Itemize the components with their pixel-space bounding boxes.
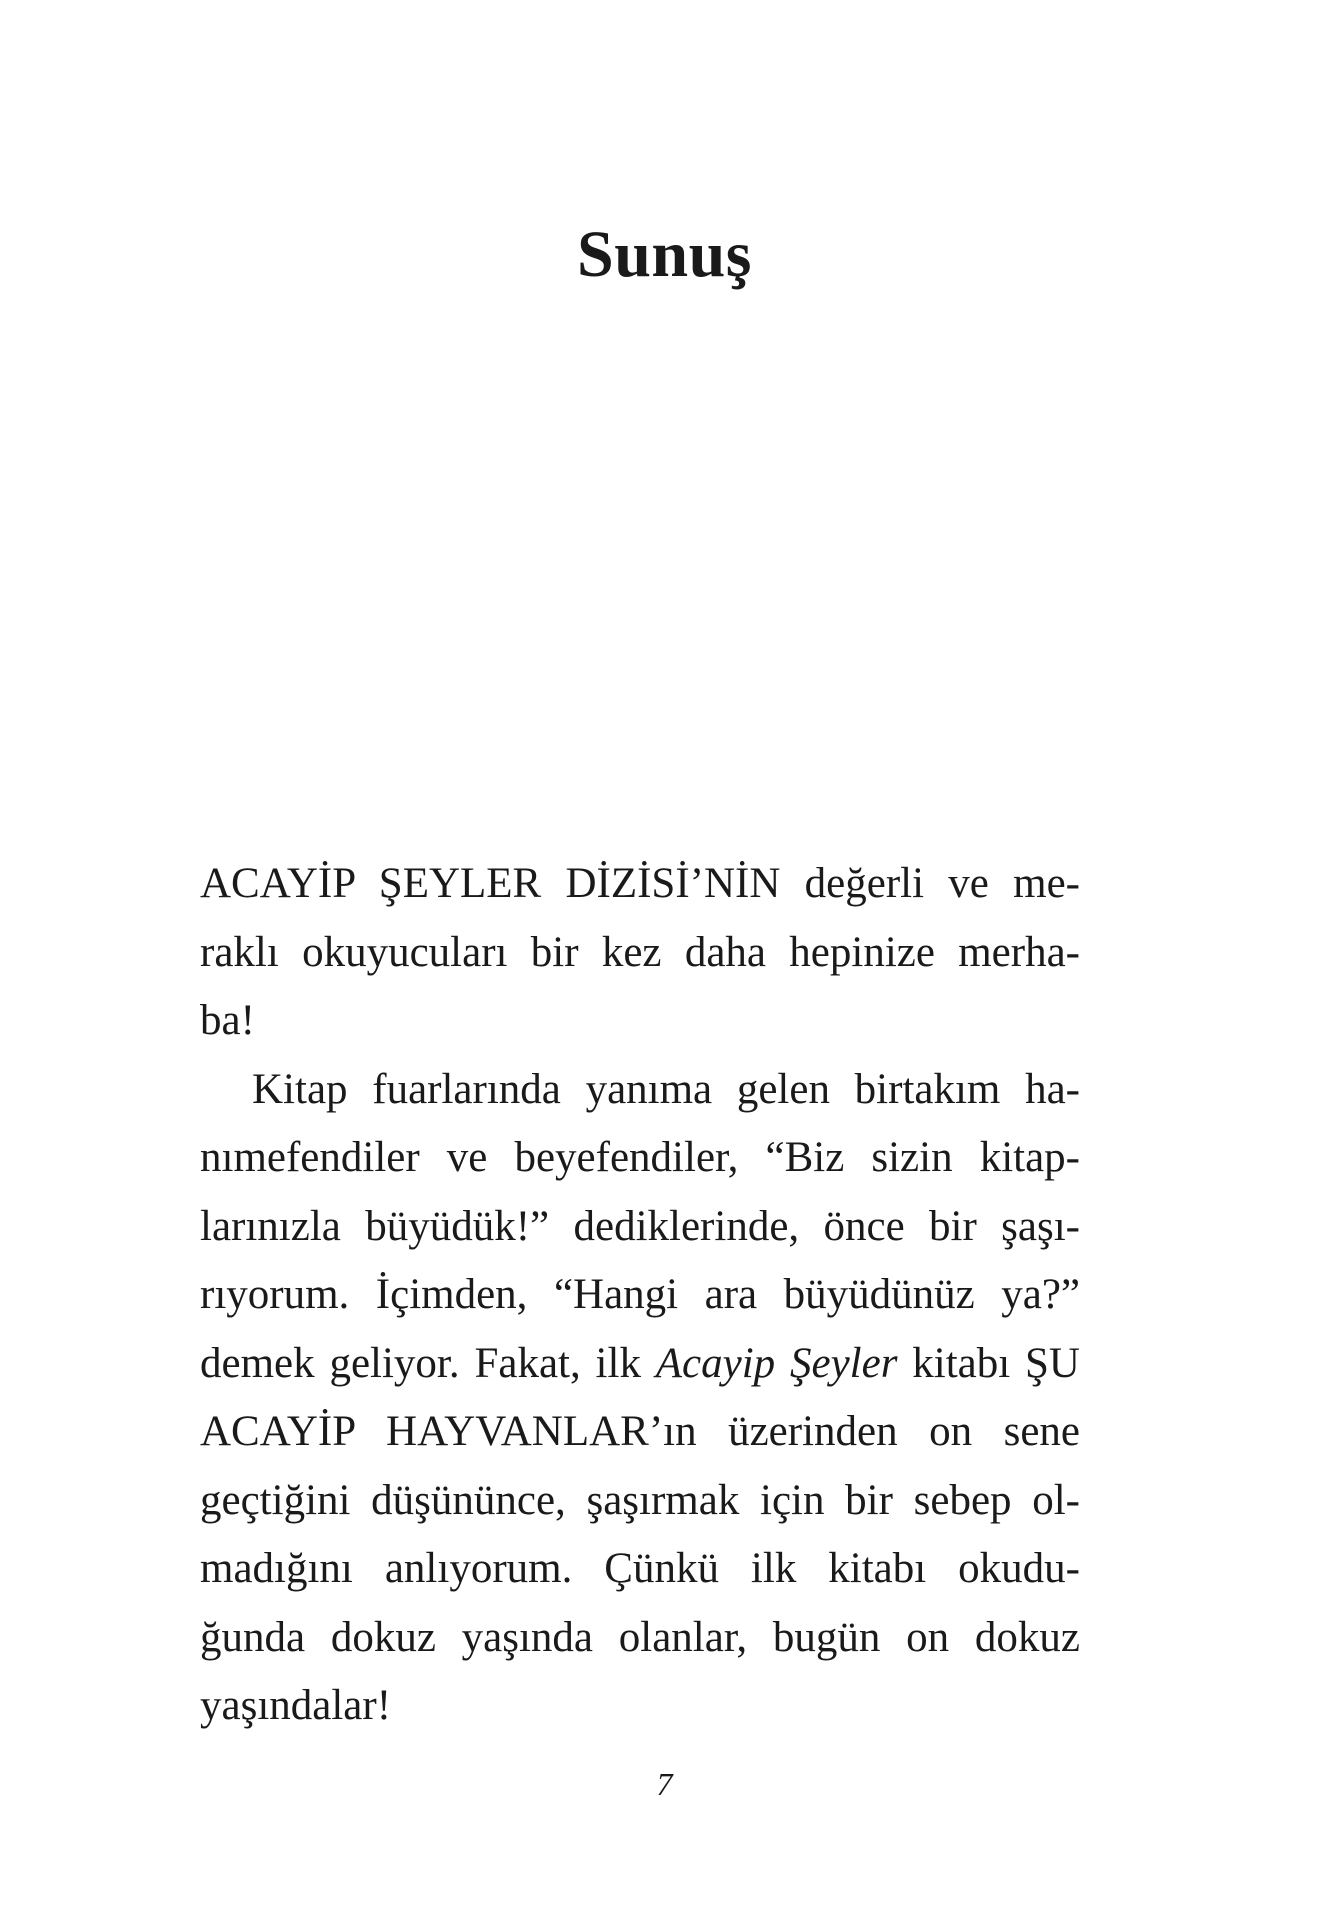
text-line: ba! bbox=[200, 997, 255, 1044]
text-line: Kitap fuarlarında yanıma gelen birtakım ha- bbox=[252, 1065, 1080, 1113]
book-title-italic: Acayip Şeyler bbox=[655, 1339, 898, 1387]
text-run: demek geliyor. Fakat, ilk bbox=[200, 1339, 656, 1387]
text-line: geçtiğini düşününce, şaşırmak için bir sebep ol- bbox=[200, 1476, 1080, 1524]
text-line: yaşındalar! bbox=[200, 1682, 392, 1729]
text-line: ğunda dokuz yaşında olanlar, bugün on dokuz bbox=[200, 1613, 1080, 1661]
text-run: kitabı ŞU bbox=[897, 1339, 1080, 1387]
text-line: raklı okuyucuları bir kez daha hepinize merha- bbox=[200, 928, 1080, 976]
body-text bbox=[200, 850, 1080, 1741]
text-line: madığını anlıyorum. Çünkü ilk kitabı okudu- bbox=[200, 1545, 1080, 1592]
text-line bbox=[200, 1330, 1080, 1399]
text-line: larınızla büyüdük!” dediklerinde, önce bir şaşı- bbox=[200, 1202, 1080, 1250]
page-number: 7 bbox=[656, 1766, 673, 1802]
text-line: ACAYİP HAYVANLAR’ın üzerinden on sene bbox=[200, 1408, 1080, 1455]
text-line: ACAYİP ŞEYLER DİZİSİ’NİN değerli ve me- bbox=[200, 860, 1080, 907]
text-line: nımefendiler ve beyefendiler, “Biz sizin kitap- bbox=[200, 1134, 1080, 1181]
page-title: Sunuş bbox=[576, 218, 752, 291]
text-line: rıyorum. İçimden, “Hangi ara büyüdünüz ya?” bbox=[200, 1271, 1080, 1318]
